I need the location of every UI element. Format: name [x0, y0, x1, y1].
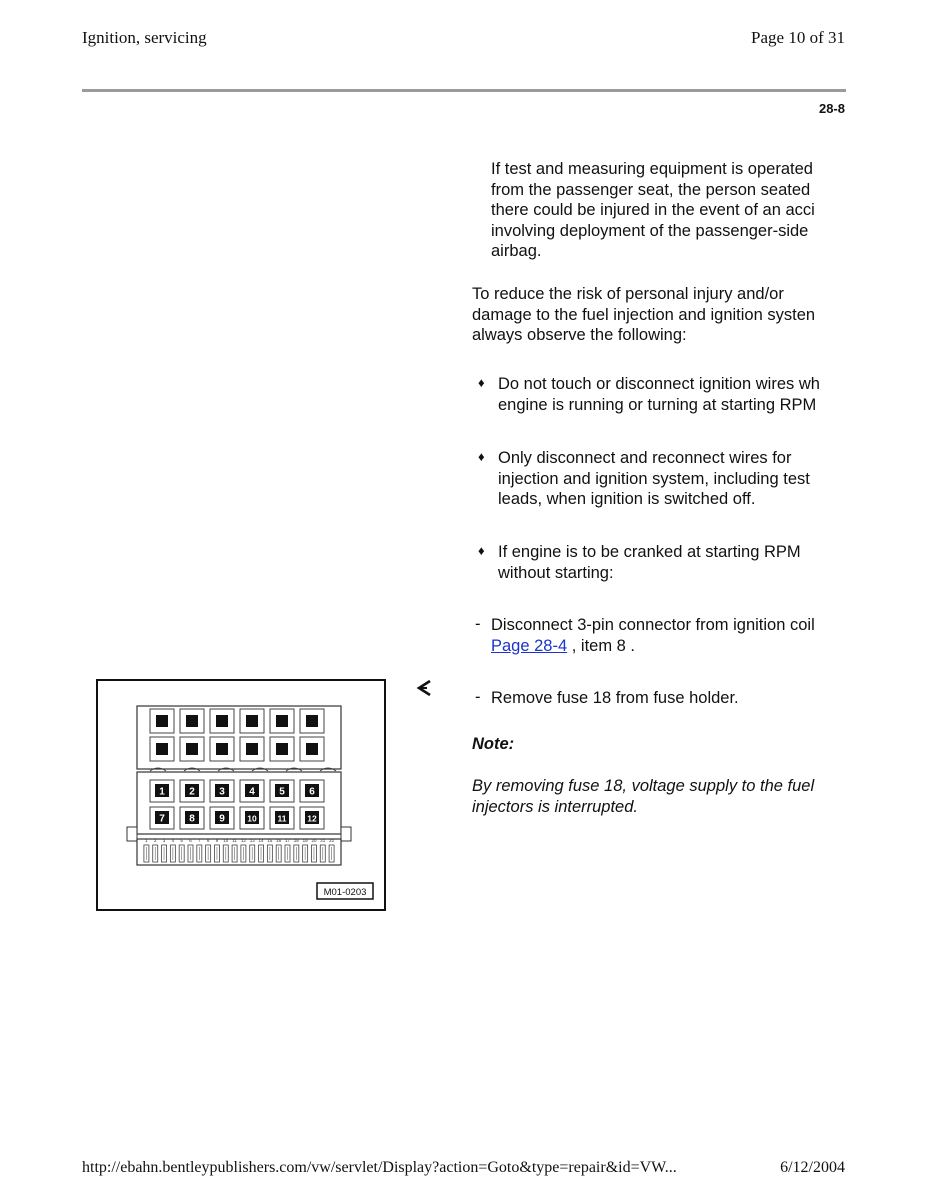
fuse-number: 18 [293, 838, 299, 843]
intro-line: To reduce the risk of personal injury and/or [472, 285, 784, 303]
relay-socket-center [306, 715, 318, 727]
relay-number: 8 [189, 813, 195, 825]
fuse-number: 6 [189, 838, 192, 843]
relay-socket-center [216, 743, 228, 755]
relay-number: 4 [249, 786, 255, 798]
warning-line: If test and measuring equipment is operated [491, 160, 813, 178]
bullet-item [498, 374, 820, 415]
step-line: Remove fuse 18 from fuse holder. [491, 689, 739, 707]
relay-socket-center [156, 715, 168, 727]
bullet-line: without starting: [498, 563, 614, 582]
bullet-line: leads, when ignition is switched off. [498, 490, 756, 508]
relay-number: 12 [307, 813, 317, 824]
header-title: Ignition, servicing [82, 28, 207, 47]
relay-socket-center [186, 743, 198, 755]
note-line: injectors is interrupted. [472, 797, 638, 816]
side-tab-left [127, 827, 137, 841]
step-item [491, 615, 815, 656]
fuse-number: 21 [320, 838, 326, 843]
relay-socket-center [216, 715, 228, 727]
fuse-number: 15 [267, 838, 273, 843]
header-page-label: Page 10 of 31 [751, 28, 845, 47]
relay-number: 7 [159, 813, 165, 825]
bullet-item [498, 542, 801, 583]
section-ref: 28-8 [818, 101, 845, 116]
bullet-line: injection and ignition system, including test [498, 469, 810, 488]
diamond-bullet-icon: ♦ [478, 375, 485, 390]
fuse-number: 13 [249, 838, 255, 843]
bullet-line: engine is running or turning at starting RPM [498, 395, 817, 414]
fuse-number: 19 [302, 838, 308, 843]
fuse-number: 17 [284, 838, 291, 843]
relay-socket-center [156, 743, 168, 755]
step-dash: - [475, 688, 481, 706]
fuse-number: 12 [240, 838, 246, 843]
arrow-pointer-icon [414, 678, 434, 698]
bullet-line: If engine is to be cranked at starting RPM [498, 543, 801, 561]
relay-socket-center [276, 743, 288, 755]
relay-number: 2 [189, 786, 195, 798]
warning-line: from the passenger seat, the person seated [491, 180, 811, 199]
page-28-4-link[interactable]: Page 28-4 [491, 636, 568, 655]
relay-number: 11 [277, 813, 287, 824]
diamond-bullet-icon: ♦ [478, 543, 485, 558]
warning-text [491, 159, 815, 262]
relay-number: 5 [279, 786, 285, 798]
step-line: Disconnect 3-pin connector from ignition coil [491, 616, 815, 634]
relay-number: 9 [219, 813, 225, 825]
fuse-number: 9 [215, 838, 219, 843]
warning-line: involving deployment of the passenger-side [491, 221, 809, 240]
fuse-number: 11 [232, 838, 237, 843]
bullet-line: Only disconnect and reconnect wires for [498, 449, 792, 467]
intro-paragraph [472, 284, 815, 346]
relay-socket-center [276, 715, 288, 727]
fuse-number: 1 [145, 838, 148, 843]
diamond-bullet-icon: ♦ [478, 449, 485, 464]
note-text [472, 776, 814, 817]
footer-date: 6/12/2004 [780, 1159, 845, 1176]
relay-number: 10 [247, 813, 257, 824]
fuse-number: 7 [198, 838, 201, 843]
fuse-number: 2 [153, 838, 157, 843]
relay-socket-center [246, 715, 258, 727]
fuse-number: 22 [329, 838, 335, 843]
relay-number: 6 [309, 786, 315, 798]
relay-socket-center [306, 743, 318, 755]
note-label: Note: [472, 735, 515, 753]
fuse-number: 20 [311, 838, 317, 843]
fuse-holder-diagram [96, 679, 386, 911]
fuse-number: 5 [180, 838, 183, 843]
step-item [491, 688, 739, 709]
relay-socket-center [246, 743, 258, 755]
intro-line: damage to the fuel injection and ignition systen [472, 305, 816, 324]
warning-line: there could be injured in the event of an acci [491, 201, 815, 219]
bullet-item [498, 448, 810, 510]
relay-number: 3 [219, 786, 225, 798]
note-line: By removing fuse 18, voltage supply to the fuel [472, 777, 815, 795]
relay-number: 1 [159, 786, 165, 798]
step-line-rest: , item 8 . [567, 636, 636, 655]
fuse-number: 8 [206, 838, 210, 843]
side-tab-right [341, 827, 351, 841]
relay-socket-center [186, 715, 198, 727]
fuse-strip [137, 839, 341, 865]
step-dash: - [475, 615, 481, 633]
fuse-number: 16 [276, 838, 282, 843]
bullet-line: Do not touch or disconnect ignition wires wh [498, 375, 820, 393]
header-divider [82, 89, 846, 92]
content-column [462, 150, 846, 840]
fuse-number: 14 [258, 838, 264, 843]
fuse-number: 3 [162, 838, 166, 843]
fuse-number: 10 [223, 838, 229, 843]
warning-line: airbag. [491, 242, 542, 260]
intro-line: always observe the following: [472, 326, 687, 344]
footer-url: http://ebahn.bentleypublishers.com/vw/servlet/Display?action=Goto&type=repair&id=VW... [82, 1159, 677, 1176]
fuse-number: 4 [171, 838, 175, 843]
figure-label: M01-0203 [323, 887, 367, 898]
